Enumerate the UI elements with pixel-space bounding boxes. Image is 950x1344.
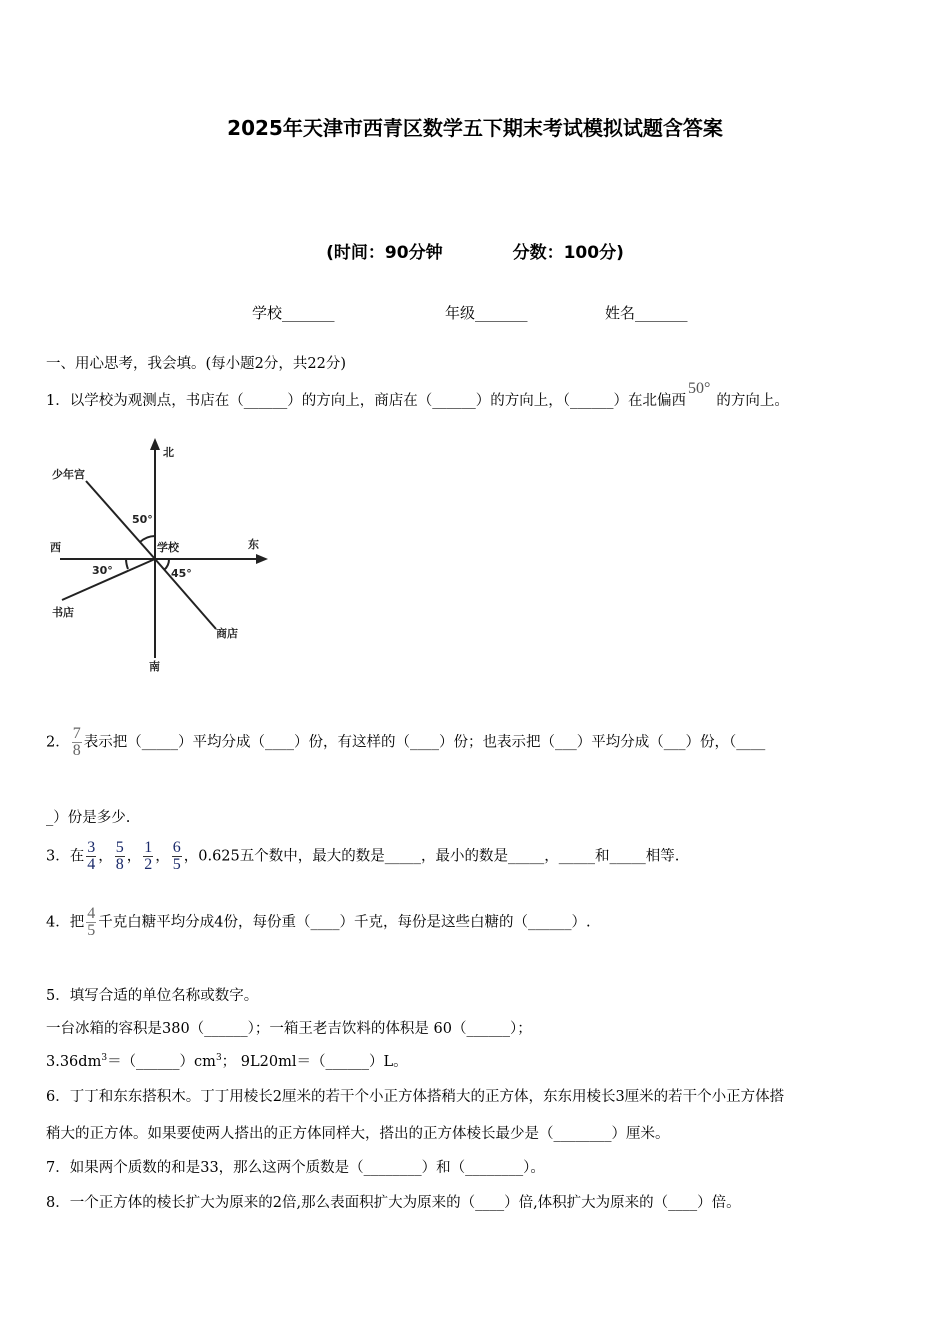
question-text: 以学校为观测点，书店在（______）的方向上，商店在（______）的方向上，（______）在北偏西	[69, 393, 686, 409]
question-number: 4．	[46, 914, 70, 931]
arc-50	[140, 536, 155, 542]
question-5-line-1: 一台冰箱的容积是380（______）；一箱王老吉饮料的体积是 60（______）；	[46, 1021, 532, 1037]
question-number: 8．	[46, 1195, 70, 1211]
question-6-cont: 稍大的正方体。如果要使两人搭出的正方体同样大，搭出的正方体棱长最少是（________）厘米。	[46, 1126, 670, 1142]
exam-score: 分数：100分)	[512, 243, 624, 263]
exam-meta	[0, 238, 950, 263]
question-number: 1．	[46, 393, 70, 409]
shop-label: 商店	[216, 627, 238, 640]
question-8	[46, 1191, 741, 1212]
separator: ，	[155, 848, 170, 865]
question-2	[46, 726, 765, 759]
question-3	[46, 840, 679, 873]
school-field: 学校_______	[252, 304, 335, 322]
question-1	[46, 380, 789, 410]
question-number: 5．	[46, 988, 70, 1004]
question-text: 填写合适的单位名称或数字。	[69, 988, 259, 1004]
east-arrow-icon	[256, 554, 268, 564]
section-heading: 一、用心思考，我会填。(每小题2分，共22分)	[46, 356, 346, 372]
east-label: 东	[248, 538, 259, 551]
grade-field: 年级_______	[445, 304, 528, 322]
question-text: 千克白糖平均分成4份，每份重（____）千克，每份是这些白糖的（______）.	[98, 914, 591, 931]
question-4	[46, 906, 591, 939]
bookstore-label: 书店	[52, 606, 74, 619]
fraction-1-2: $\frac{1}{2}$	[144, 839, 153, 873]
question-text: 表示把（_____）平均分成（____）份，有这样的（____）份；也表示把（___）平均分成（___）份，（____	[83, 734, 766, 751]
question-text: ，0.625五个数中，最大的数是_____，最小的数是_____，_____和_____相等.	[183, 848, 680, 865]
north-label: 北	[163, 446, 174, 459]
question-number: 6．	[46, 1089, 70, 1105]
name-field: 姓名_______	[605, 304, 688, 322]
question-5	[46, 984, 258, 1005]
fraction-3-4: $\frac{3}{4}$	[87, 839, 96, 873]
question-lead: 把	[69, 914, 85, 931]
exam-time: (时间：90分钟	[326, 243, 443, 263]
question-text: 一个正方体的棱长扩大为原来的2倍,那么表面积扩大为原来的（____）倍,体积扩大为原来的（____）倍。	[69, 1195, 741, 1211]
question-2-cont: _）份是多少.	[46, 810, 131, 826]
separator: ，	[126, 848, 142, 865]
fraction-7-8: $\frac{7}{8}$	[72, 725, 81, 759]
angle-30-label: 30°	[92, 564, 113, 577]
separator: ，	[98, 848, 113, 865]
angle-45-label: 45°	[171, 567, 192, 580]
question-number: 7．	[46, 1160, 70, 1176]
fraction-4-5: $\frac{4}{5}$	[87, 905, 96, 939]
arc-30	[126, 559, 128, 569]
compass-diagram	[46, 436, 276, 676]
angle-50-label: 50°	[132, 513, 153, 526]
center-label: 学校	[157, 541, 179, 554]
angle-label: 50°	[687, 380, 711, 397]
south-label: 南	[149, 660, 160, 673]
palace-label: 少年宫	[52, 468, 85, 481]
question-5-line-2: $3.36dm^3=(\_\_\_\_\_\_)cm^3$； 9L20ml＝（______）L。	[46, 1053, 408, 1070]
question-6	[46, 1085, 784, 1106]
question-number: 3．	[46, 848, 70, 865]
question-text: 丁丁和东东搭积木。丁丁用棱长2厘米的若干个小正方体搭稍大的正方体，东东用棱长3厘米的若干个小正方体搭	[69, 1089, 785, 1105]
question-7	[46, 1156, 545, 1177]
arc-45	[164, 559, 169, 570]
west-label: 西	[50, 541, 61, 554]
fraction-5-8: $\frac{5}{8}$	[115, 839, 124, 873]
question-text: 如果两个质数的和是33，那么这两个质数是（________）和（________）。	[69, 1160, 545, 1176]
question-lead: 在	[69, 848, 85, 865]
question-text-end: 的方向上。	[716, 393, 789, 409]
fraction-6-5: $\frac{6}{5}$	[172, 839, 181, 873]
question-number: 2．	[46, 734, 70, 751]
north-arrow-icon	[150, 438, 160, 450]
page-title: 2025年天津市西青区数学五下期末考试模拟试题含答案	[227, 116, 723, 140]
